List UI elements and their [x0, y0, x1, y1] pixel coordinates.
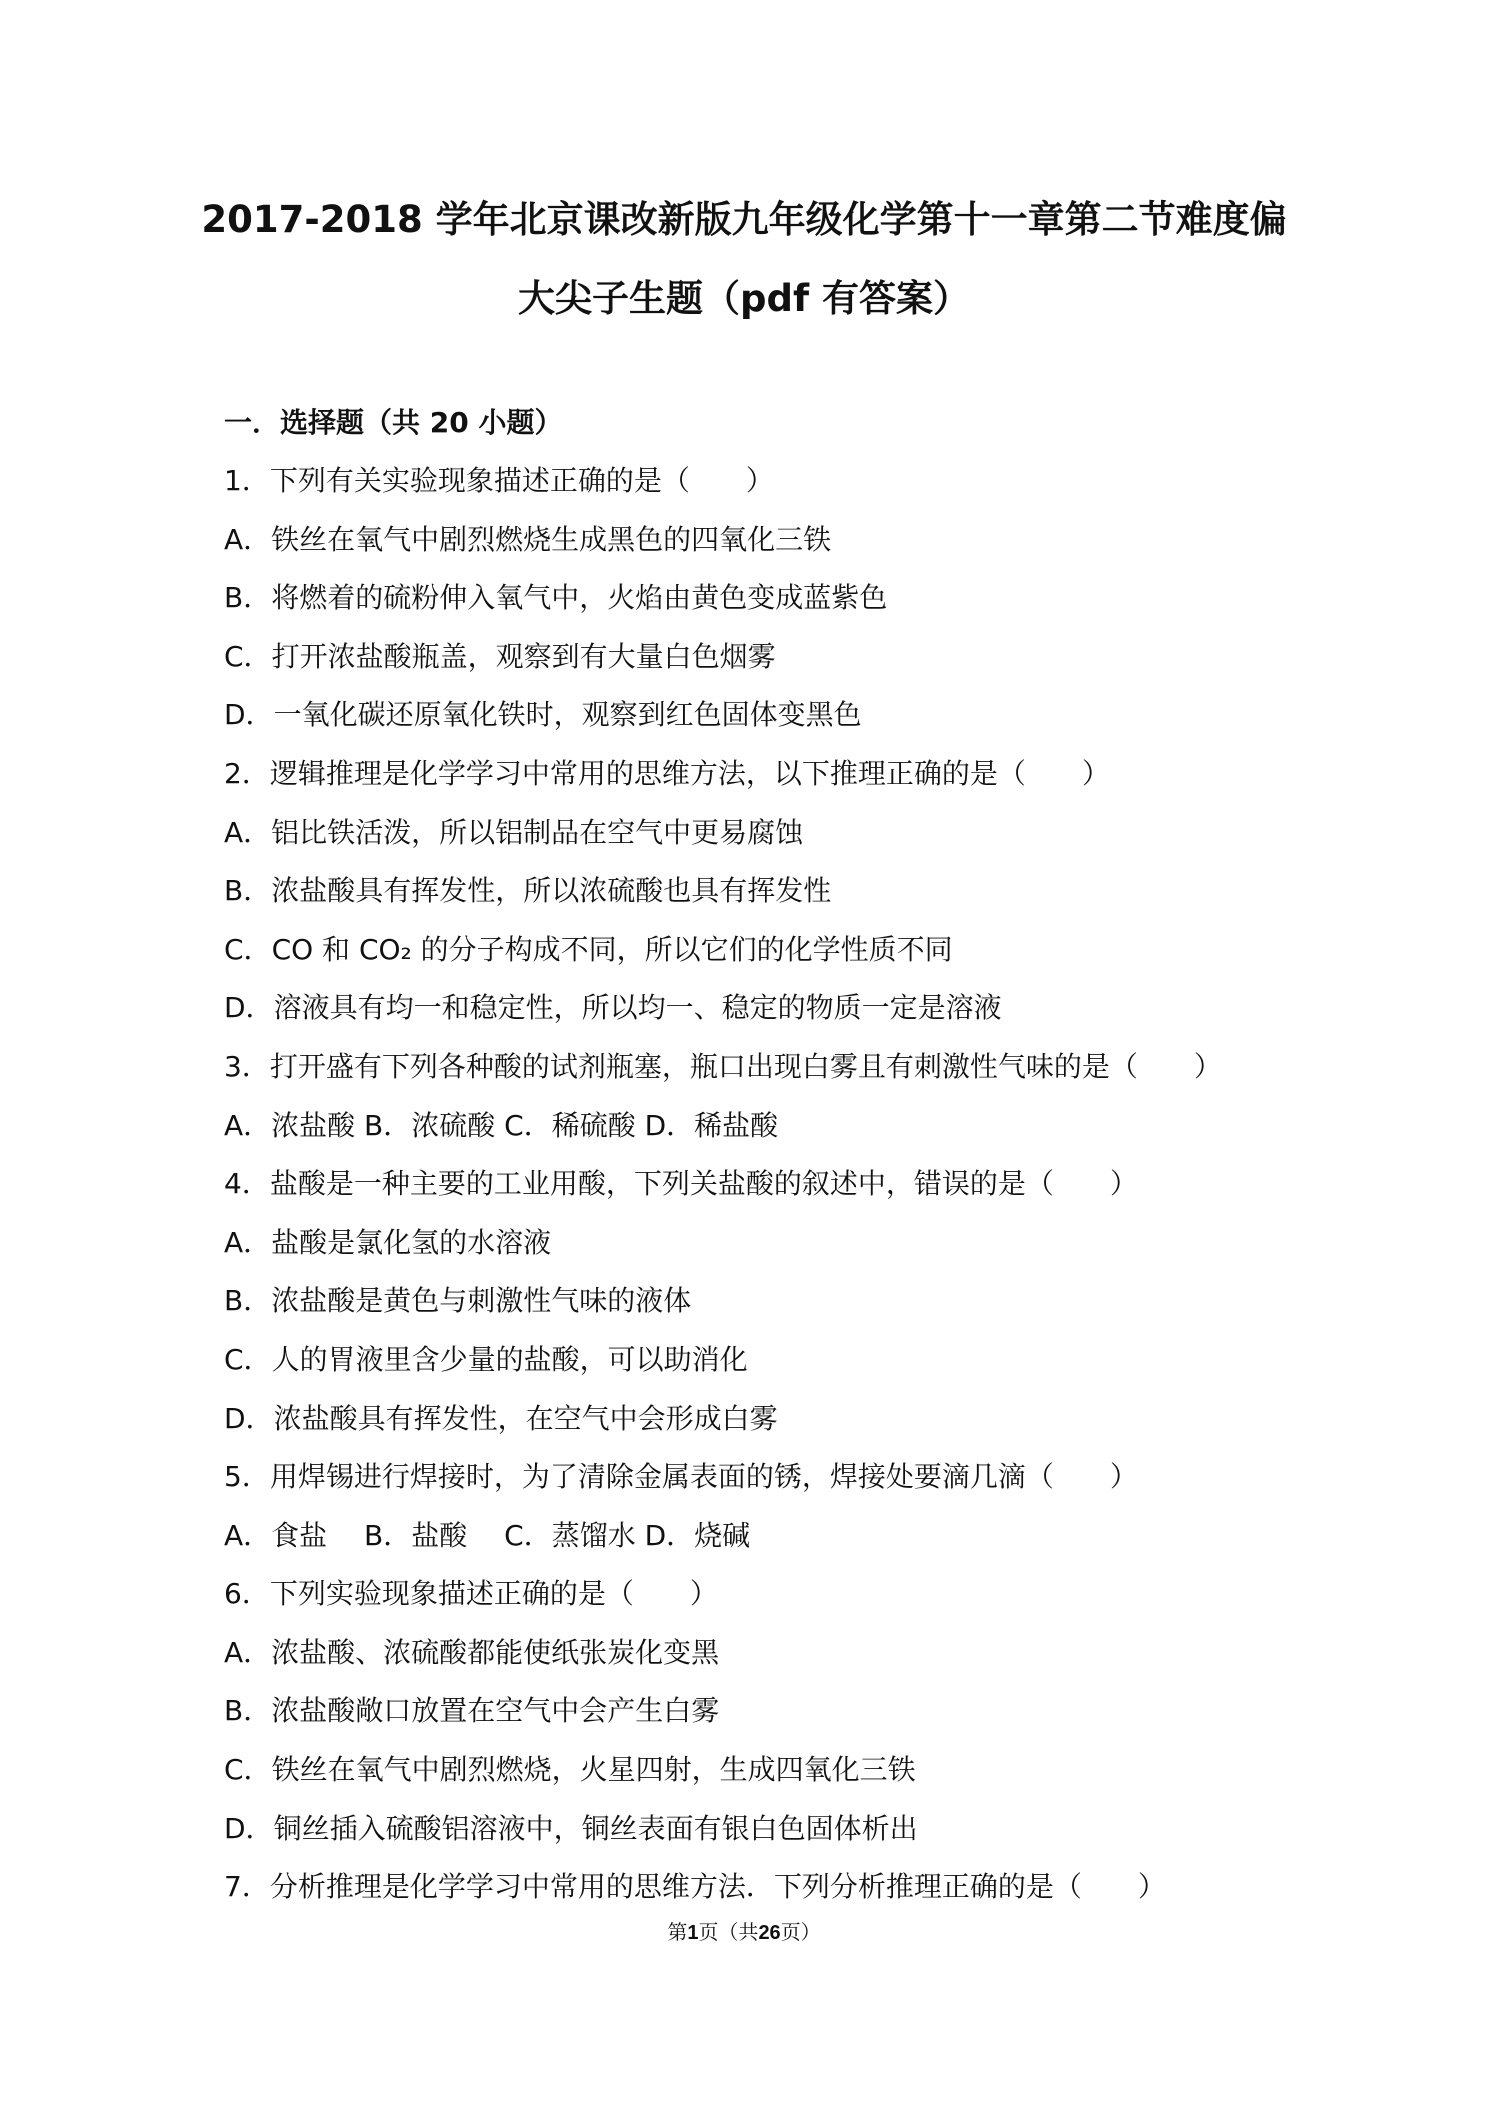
answer-option	[224, 695, 1404, 754]
option-text: CO 和 CO₂ 的分子构成不同，所以它们的化学性质不同	[271, 932, 953, 966]
answer-option	[224, 930, 1404, 989]
answer-option	[224, 1281, 1404, 1340]
footer-prefix: 第	[667, 1920, 688, 1944]
option-text: 人的胃液里含少量的盐酸，可以助消化	[271, 1342, 748, 1376]
option-letter: D．	[224, 1811, 274, 1845]
question-text: 下列有关实验现象描述正确的是（ ）	[269, 464, 774, 497]
question-text: 逻辑推理是化学学习中常用的思维方法，以下推理正确的是（ ）	[269, 756, 1110, 790]
answer-option	[224, 1809, 1404, 1868]
document-title-line-1: 2017-2018 学年北京课改新版九年级化学第十一章第二节难度偏	[201, 198, 1287, 241]
option-text: 将燃着的硫粉伸入氧气中，火焰由黄色变成蓝紫色	[271, 581, 888, 615]
option-letter: A．	[224, 1518, 272, 1552]
question-text: 下列实验现象描述正确的是（ ）	[269, 1577, 718, 1611]
page-footer	[0, 1918, 1488, 1947]
answer-option	[224, 813, 1404, 872]
option-text: 浓盐酸敞口放置在空气中会产生白雾	[271, 1694, 720, 1728]
option-text: 铜丝插入硫酸铝溶液中，铜丝表面有银白色固体析出	[273, 1811, 918, 1845]
answer-option	[224, 1750, 1404, 1809]
option-text: 铁丝在氧气中剧烈燃烧生成黑色的四氧化三铁	[271, 522, 832, 556]
question-stem	[224, 1164, 1404, 1223]
question-text: 用焊锡进行焊接时，为了清除金属表面的锈，焊接处要滴几滴（ ）	[269, 1460, 1138, 1494]
footer-total-pages: 26	[758, 1922, 781, 1944]
option-letter: A．	[224, 1225, 272, 1259]
option-text: 溶液具有均一和稳定性，所以均一、稳定的物质一定是溶液	[273, 991, 1002, 1025]
option-text: 食盐 B．盐酸 C．蒸馏水 D．烧碱	[271, 1518, 751, 1552]
answer-option	[224, 1106, 1404, 1165]
option-letter: D．	[224, 991, 274, 1025]
option-letter: B．	[224, 874, 272, 908]
section-heading: 一．选择题（共 20 小题）	[224, 406, 563, 439]
option-text: 铝比铁活泼，所以铝制品在空气中更易腐蚀	[271, 815, 804, 849]
option-letter: B．	[224, 1694, 272, 1728]
question-number: 6．	[224, 1577, 270, 1611]
question-list	[224, 461, 1404, 1926]
option-letter: C．	[224, 1342, 272, 1376]
option-letter: D．	[224, 698, 274, 732]
answer-option	[224, 1399, 1404, 1458]
option-letter: A．	[224, 522, 272, 556]
footer-page-number: 1	[687, 1922, 699, 1944]
question-number: 7．	[224, 1870, 270, 1904]
answer-option	[224, 637, 1404, 696]
question-stem	[224, 461, 1404, 520]
option-text: 浓盐酸具有挥发性，在空气中会形成白雾	[273, 1401, 778, 1435]
answer-option	[224, 1633, 1404, 1692]
footer-suffix: 页）	[780, 1920, 821, 1944]
option-letter: C．	[224, 1753, 272, 1787]
option-letter: D．	[224, 1401, 274, 1435]
option-letter: C．	[224, 639, 272, 673]
option-letter: A．	[224, 1635, 272, 1669]
option-letter: B．	[224, 1284, 272, 1318]
answer-option	[224, 988, 1404, 1047]
question-stem	[224, 1047, 1404, 1106]
question-number: 3．	[224, 1049, 270, 1083]
option-letter: A．	[224, 815, 272, 849]
question-stem	[224, 754, 1404, 813]
option-text: 一氧化碳还原氧化铁时，观察到红色固体变黑色	[273, 698, 862, 732]
answer-option	[224, 1691, 1404, 1750]
answer-option	[224, 520, 1404, 579]
question-stem	[224, 1457, 1404, 1516]
question-number: 2．	[224, 756, 270, 790]
option-letter: A．	[224, 1108, 272, 1142]
option-text: 浓盐酸是黄色与刺激性气味的液体	[271, 1284, 692, 1318]
option-text: 浓盐酸具有挥发性，所以浓硫酸也具有挥发性	[271, 874, 832, 908]
answer-option	[224, 1223, 1404, 1282]
answer-option	[224, 578, 1404, 637]
footer-middle: 页（共	[698, 1920, 759, 1944]
option-text: 浓盐酸 B．浓硫酸 C．稀硫酸 D．稀盐酸	[271, 1108, 779, 1142]
answer-option	[224, 871, 1404, 930]
option-text: 盐酸是氯化氢的水溶液	[271, 1225, 552, 1259]
option-text: 浓盐酸、浓硫酸都能使纸张炭化变黑	[271, 1635, 720, 1669]
question-text: 分析推理是化学学习中常用的思维方法．下列分析推理正确的是（ ）	[269, 1870, 1166, 1904]
question-number: 1．	[224, 464, 270, 497]
question-text: 打开盛有下列各种酸的试剂瓶塞，瓶口出现白雾且有刺激性气味的是（ ）	[269, 1049, 1222, 1083]
question-text: 盐酸是一种主要的工业用酸，下列关盐酸的叙述中，错误的是（ ）	[269, 1167, 1138, 1201]
document-title-line-2: 大尖子生题（pdf 有答案）	[518, 277, 970, 320]
question-number: 4．	[224, 1167, 270, 1201]
option-text: 铁丝在氧气中剧烈燃烧，火星四射，生成四氧化三铁	[271, 1753, 916, 1787]
question-number: 5．	[224, 1460, 270, 1494]
option-letter: C．	[224, 932, 272, 966]
option-text: 打开浓盐酸瓶盖，观察到有大量白色烟雾	[271, 639, 776, 673]
answer-option	[224, 1516, 1404, 1575]
question-stem	[224, 1574, 1404, 1633]
option-letter: B．	[224, 581, 272, 615]
answer-option	[224, 1340, 1404, 1399]
